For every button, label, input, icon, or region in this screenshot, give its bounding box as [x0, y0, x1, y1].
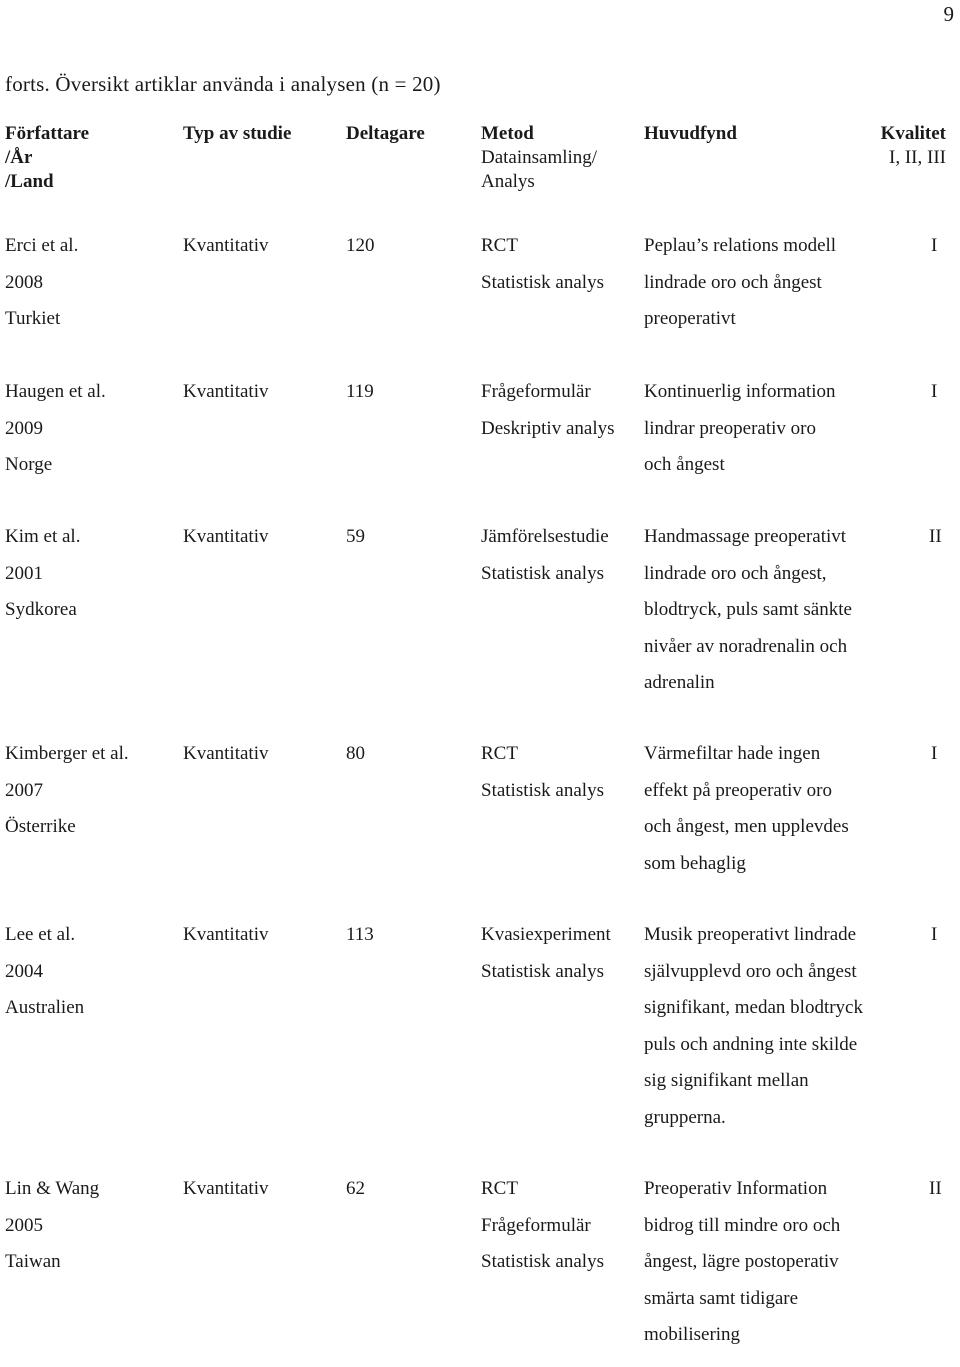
cell-findings: [644, 228, 836, 338]
cell-line: Kvantitativ: [183, 1178, 269, 1199]
cell-method: [481, 228, 604, 301]
cell-line: 2009: [5, 417, 43, 439]
cell-line: Statistisk analys: [481, 960, 604, 982]
cell-findings: [644, 519, 852, 702]
cell-line: Norge: [5, 454, 53, 475]
cell-line: Erci et al.: [5, 235, 79, 256]
cell-line: puls och andning inte skilde: [644, 1033, 858, 1055]
cell-line: 2007: [5, 779, 43, 801]
cell-line: Kvantitativ: [183, 743, 269, 764]
cell-line: Statistisk analys: [481, 562, 604, 584]
cell-findings: [644, 1171, 840, 1354]
cell-study-type: [183, 917, 268, 954]
cell-line: Handmassage preoperativt: [644, 526, 847, 547]
cell-line: lindrar preoperativ oro: [644, 417, 816, 439]
cell-method: [481, 1171, 604, 1281]
cell-line: Kontinuerlig information: [644, 381, 836, 402]
cell-line: Kvasiexperiment: [481, 924, 611, 945]
cell-line: I: [931, 235, 938, 256]
cell-line: Kvantitativ: [183, 526, 269, 547]
cell-line: sig signifikant mellan: [644, 1070, 809, 1091]
cell-findings: [644, 736, 849, 882]
cell-line: Peplau’s relations modell: [644, 235, 837, 256]
cell-line: och ångest, men upplevdes: [644, 816, 849, 837]
cell-line: I: [931, 924, 938, 945]
header-author-line: /Land: [5, 171, 54, 192]
cell-quality: [931, 736, 937, 773]
cell-line: Deskriptiv analys: [481, 417, 615, 439]
cell-line: Frågeformulär: [481, 381, 591, 402]
cell-quality: [929, 519, 942, 556]
column-header-method: [481, 122, 597, 194]
cell-line: 2005: [5, 1214, 43, 1236]
cell-participants: [346, 228, 375, 265]
cell-line: smärta samt tidigare: [644, 1287, 799, 1309]
cell-study-type: [183, 519, 268, 556]
cell-author: [5, 374, 106, 484]
header-quality-line: I, II, III: [889, 147, 946, 168]
cell-quality: [929, 1171, 942, 1208]
cell-line: RCT: [481, 743, 518, 764]
cell-line: Statistisk analys: [481, 1251, 604, 1272]
cell-study-type: [183, 736, 268, 773]
header-author-line: /År: [5, 147, 33, 168]
header-method-line: Analys: [481, 171, 535, 192]
column-header-participants: [346, 122, 425, 146]
cell-line: nivåer av noradrenalin och: [644, 635, 848, 657]
cell-participants: [346, 519, 365, 556]
cell-line: och ångest: [644, 454, 725, 475]
cell-line: ångest, lägre postoperativ: [644, 1251, 839, 1272]
cell-line: självupplevd oro och ångest: [644, 960, 857, 982]
cell-participants: [346, 1171, 365, 1208]
cell-findings: [644, 917, 863, 1136]
cell-author: [5, 1171, 99, 1281]
cell-line: Australien: [5, 997, 85, 1018]
cell-author: [5, 228, 78, 338]
cell-study-type: [183, 228, 268, 265]
page-heading: forts. Översikt artiklar använda i analysen (n = 20): [5, 72, 441, 96]
column-header-study-type: [183, 122, 291, 146]
cell-author: [5, 917, 84, 1027]
cell-line: Kvantitativ: [183, 924, 269, 945]
column-header-quality: [881, 122, 946, 170]
cell-method: [481, 374, 615, 447]
cell-participants: [346, 736, 365, 773]
header-method-line: Datainsamling/: [481, 147, 598, 168]
cell-line: Kvantitativ: [183, 381, 269, 402]
cell-line: mobilisering: [644, 1324, 741, 1345]
cell-line: Statistisk analys: [481, 271, 604, 293]
cell-line: lindrade oro och ångest,: [644, 562, 827, 584]
cell-line: effekt på preoperativ oro: [644, 779, 832, 801]
cell-line: Musik preoperativt lindrade: [644, 924, 857, 945]
cell-line: Jämförelsestudie: [481, 526, 609, 547]
cell-line: Statistisk analys: [481, 779, 604, 801]
header-findings-label: Huvudfynd: [644, 123, 737, 144]
cell-study-type: [183, 1171, 268, 1208]
cell-line: 2001: [5, 562, 43, 584]
cell-line: Kim et al.: [5, 526, 81, 547]
cell-line: 120: [346, 235, 375, 256]
cell-line: II: [929, 526, 942, 547]
cell-quality: [931, 917, 937, 954]
cell-line: 62: [346, 1178, 365, 1199]
cell-line: Lin & Wang: [5, 1178, 100, 1199]
cell-line: lindrade oro och ångest: [644, 271, 822, 293]
column-header-findings: [644, 122, 737, 146]
cell-line: Haugen et al.: [5, 381, 106, 402]
header-method-line: Metod: [481, 123, 534, 144]
cell-author: [5, 519, 80, 629]
cell-line: 2008: [5, 271, 43, 293]
cell-line: adrenalin: [644, 672, 715, 693]
cell-line: I: [931, 381, 938, 402]
cell-quality: [931, 228, 937, 265]
cell-participants: [346, 917, 374, 954]
cell-line: blodtryck, puls samt sänkte: [644, 599, 852, 620]
cell-line: Kvantitativ: [183, 235, 269, 256]
cell-line: 80: [346, 743, 365, 764]
cell-line: RCT: [481, 235, 518, 256]
cell-participants: [346, 374, 374, 411]
cell-line: grupperna.: [644, 1106, 726, 1128]
cell-line: Lee et al.: [5, 924, 76, 945]
cell-line: Preoperativ Information: [644, 1178, 828, 1199]
header-quality-line: Kvalitet: [880, 123, 946, 144]
cell-line: 119: [346, 381, 374, 402]
cell-quality: [931, 374, 937, 411]
cell-line: I: [931, 743, 938, 764]
page-number: 9: [943, 2, 954, 26]
cell-line: Kimberger et al.: [5, 743, 129, 764]
cell-line: II: [929, 1178, 942, 1199]
cell-line: 2004: [5, 960, 43, 982]
cell-line: bidrog till mindre oro och: [644, 1214, 841, 1236]
cell-line: Turkiet: [5, 308, 61, 329]
cell-line: Värmefiltar hade ingen: [644, 743, 821, 764]
cell-line: 59: [346, 526, 365, 547]
cell-line: RCT: [481, 1178, 518, 1199]
cell-line: preoperativt: [644, 308, 736, 329]
cell-method: [481, 917, 611, 990]
cell-line: Sydkorea: [5, 599, 77, 620]
cell-method: [481, 736, 604, 809]
cell-study-type: [183, 374, 268, 411]
cell-method: [481, 519, 609, 592]
cell-line: Frågeformulär: [481, 1214, 591, 1236]
cell-line: Österrike: [5, 816, 76, 837]
cell-line: Taiwan: [5, 1251, 61, 1272]
column-header-author: [5, 122, 89, 194]
cell-author: [5, 736, 129, 846]
cell-line: 113: [346, 924, 374, 945]
header-study-type-label: Typ av studie: [183, 123, 292, 144]
header-participants-label: Deltagare: [346, 123, 425, 144]
cell-findings: [644, 374, 836, 484]
cell-line: signifikant, medan blodtryck: [644, 997, 863, 1018]
cell-line: som behaglig: [644, 852, 746, 874]
header-author-line: Författare: [5, 123, 90, 144]
